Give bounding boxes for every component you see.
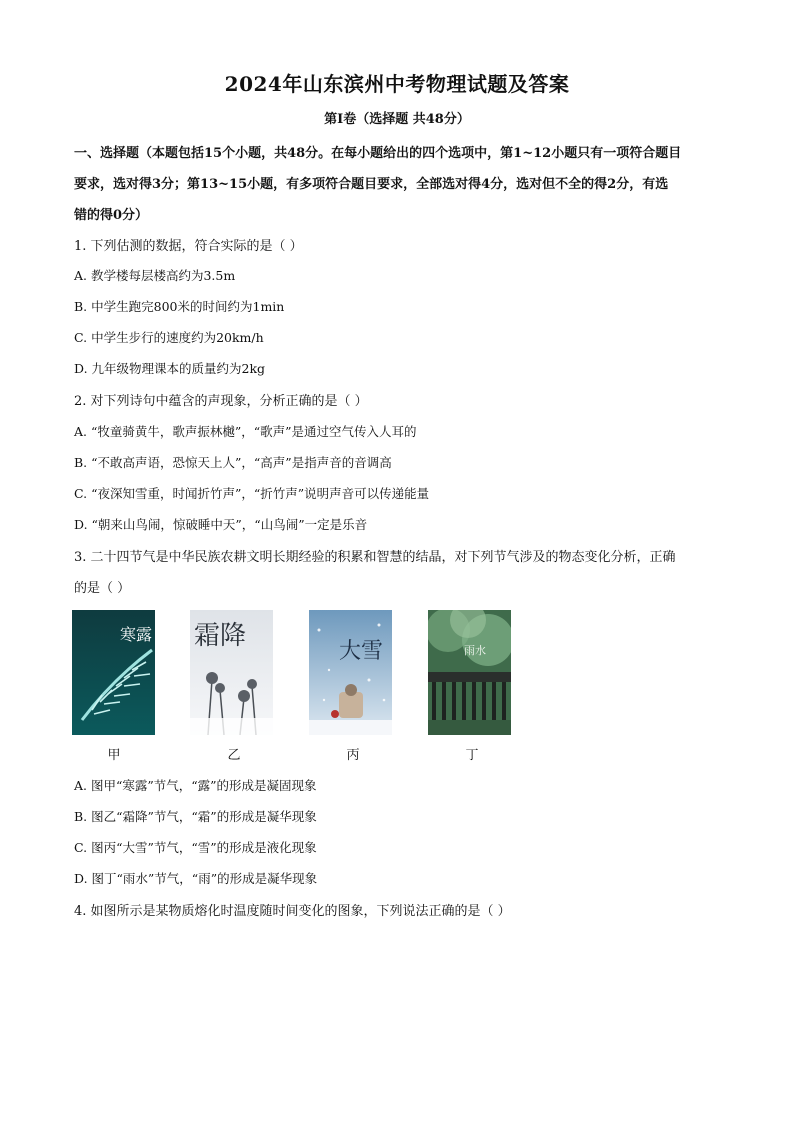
q3-option-c: C. 图丙“大雪”节气，“雪”的形成是液化现象 — [74, 840, 317, 855]
q2-option-b: B. “不敢高声语，恐惊天上人”，“高声”是指声音的音调高 — [74, 455, 392, 470]
caption-ding: 丁 — [465, 748, 479, 763]
caption-bing: 丙 — [346, 748, 360, 763]
image-daxue-label: 大雪 — [339, 639, 384, 664]
q3-option-b: B. 图乙“霜降”节气，“霜”的形成是凝华现象 — [74, 809, 317, 824]
section-instructions — [74, 138, 724, 231]
image-hanlu — [72, 610, 155, 735]
caption-yi: 乙 — [227, 748, 241, 763]
caption-jia: 甲 — [107, 748, 121, 763]
exam-title: 2024年山东滨州中考物理试题及答案 — [224, 72, 570, 96]
q1-option-b: B. 中学生跑完800米的时间约为1min — [74, 299, 285, 314]
solar-term-images — [72, 610, 522, 735]
q1-option-c: C. 中学生步行的速度约为20km/h — [74, 330, 264, 345]
instruction-line: 错的得0分） — [74, 208, 149, 223]
q2-option-a: A. “牧童骑黄牛，歌声振林樾”，“歌声”是通过空气传入人耳的 — [74, 424, 417, 439]
image-yushui-label: 雨水 — [464, 644, 486, 657]
instruction-line: 要求，选对得3分；第13~15小题，有多项符合题目要求，全部选对得4分，选对但不全的得2分，有选 — [74, 177, 669, 192]
question-2-stem: 2. 对下列诗句中蕴含的声现象，分析正确的是（ ） — [74, 394, 368, 409]
exam-subtitle: 第Ⅰ卷（选择题 共48分） — [324, 112, 470, 127]
image-yushui — [428, 610, 511, 735]
question-3-stem-line1: 3. 二十四节气是中华民族农耕文明长期经验的积累和智慧的结晶，对下列节气涉及的物态变化分析，正确 — [74, 550, 676, 565]
q2-option-c: C. “夜深知雪重，时闻折竹声”，“折竹声”说明声音可以传递能量 — [74, 486, 430, 501]
image-shuangjiang-label: 霜降 — [194, 621, 247, 651]
question-3-stem-line2: 的是（ ） — [74, 581, 131, 596]
q3-option-a: A. 图甲“寒露”节气，“露”的形成是凝固现象 — [74, 778, 317, 793]
q1-option-d: D. 九年级物理课本的质量约为2kg — [74, 361, 266, 376]
q3-option-d: D. 图丁“雨水”节气，“雨”的形成是凝华现象 — [74, 871, 318, 886]
question-1-stem: 1. 下列估测的数据，符合实际的是（ ） — [74, 239, 303, 254]
q2-option-d: D. “朝来山鸟闹，惊破睡中天”，“山鸟闹”一定是乐音 — [74, 517, 368, 532]
image-hanlu-label: 寒露 — [120, 625, 153, 644]
image-shuangjiang — [190, 610, 273, 735]
question-4-stem: 4. 如图所示是某物质熔化时温度随时间变化的图象，下列说法正确的是（ ） — [74, 904, 511, 919]
q1-option-a: A. 教学楼每层楼高约为3.5m — [74, 268, 236, 283]
instruction-line: 一、选择题（本题包括15个小题，共48分。在每小题给出的四个选项中，第1~12小题只有一项符合题目 — [74, 146, 682, 161]
image-daxue — [309, 610, 392, 735]
